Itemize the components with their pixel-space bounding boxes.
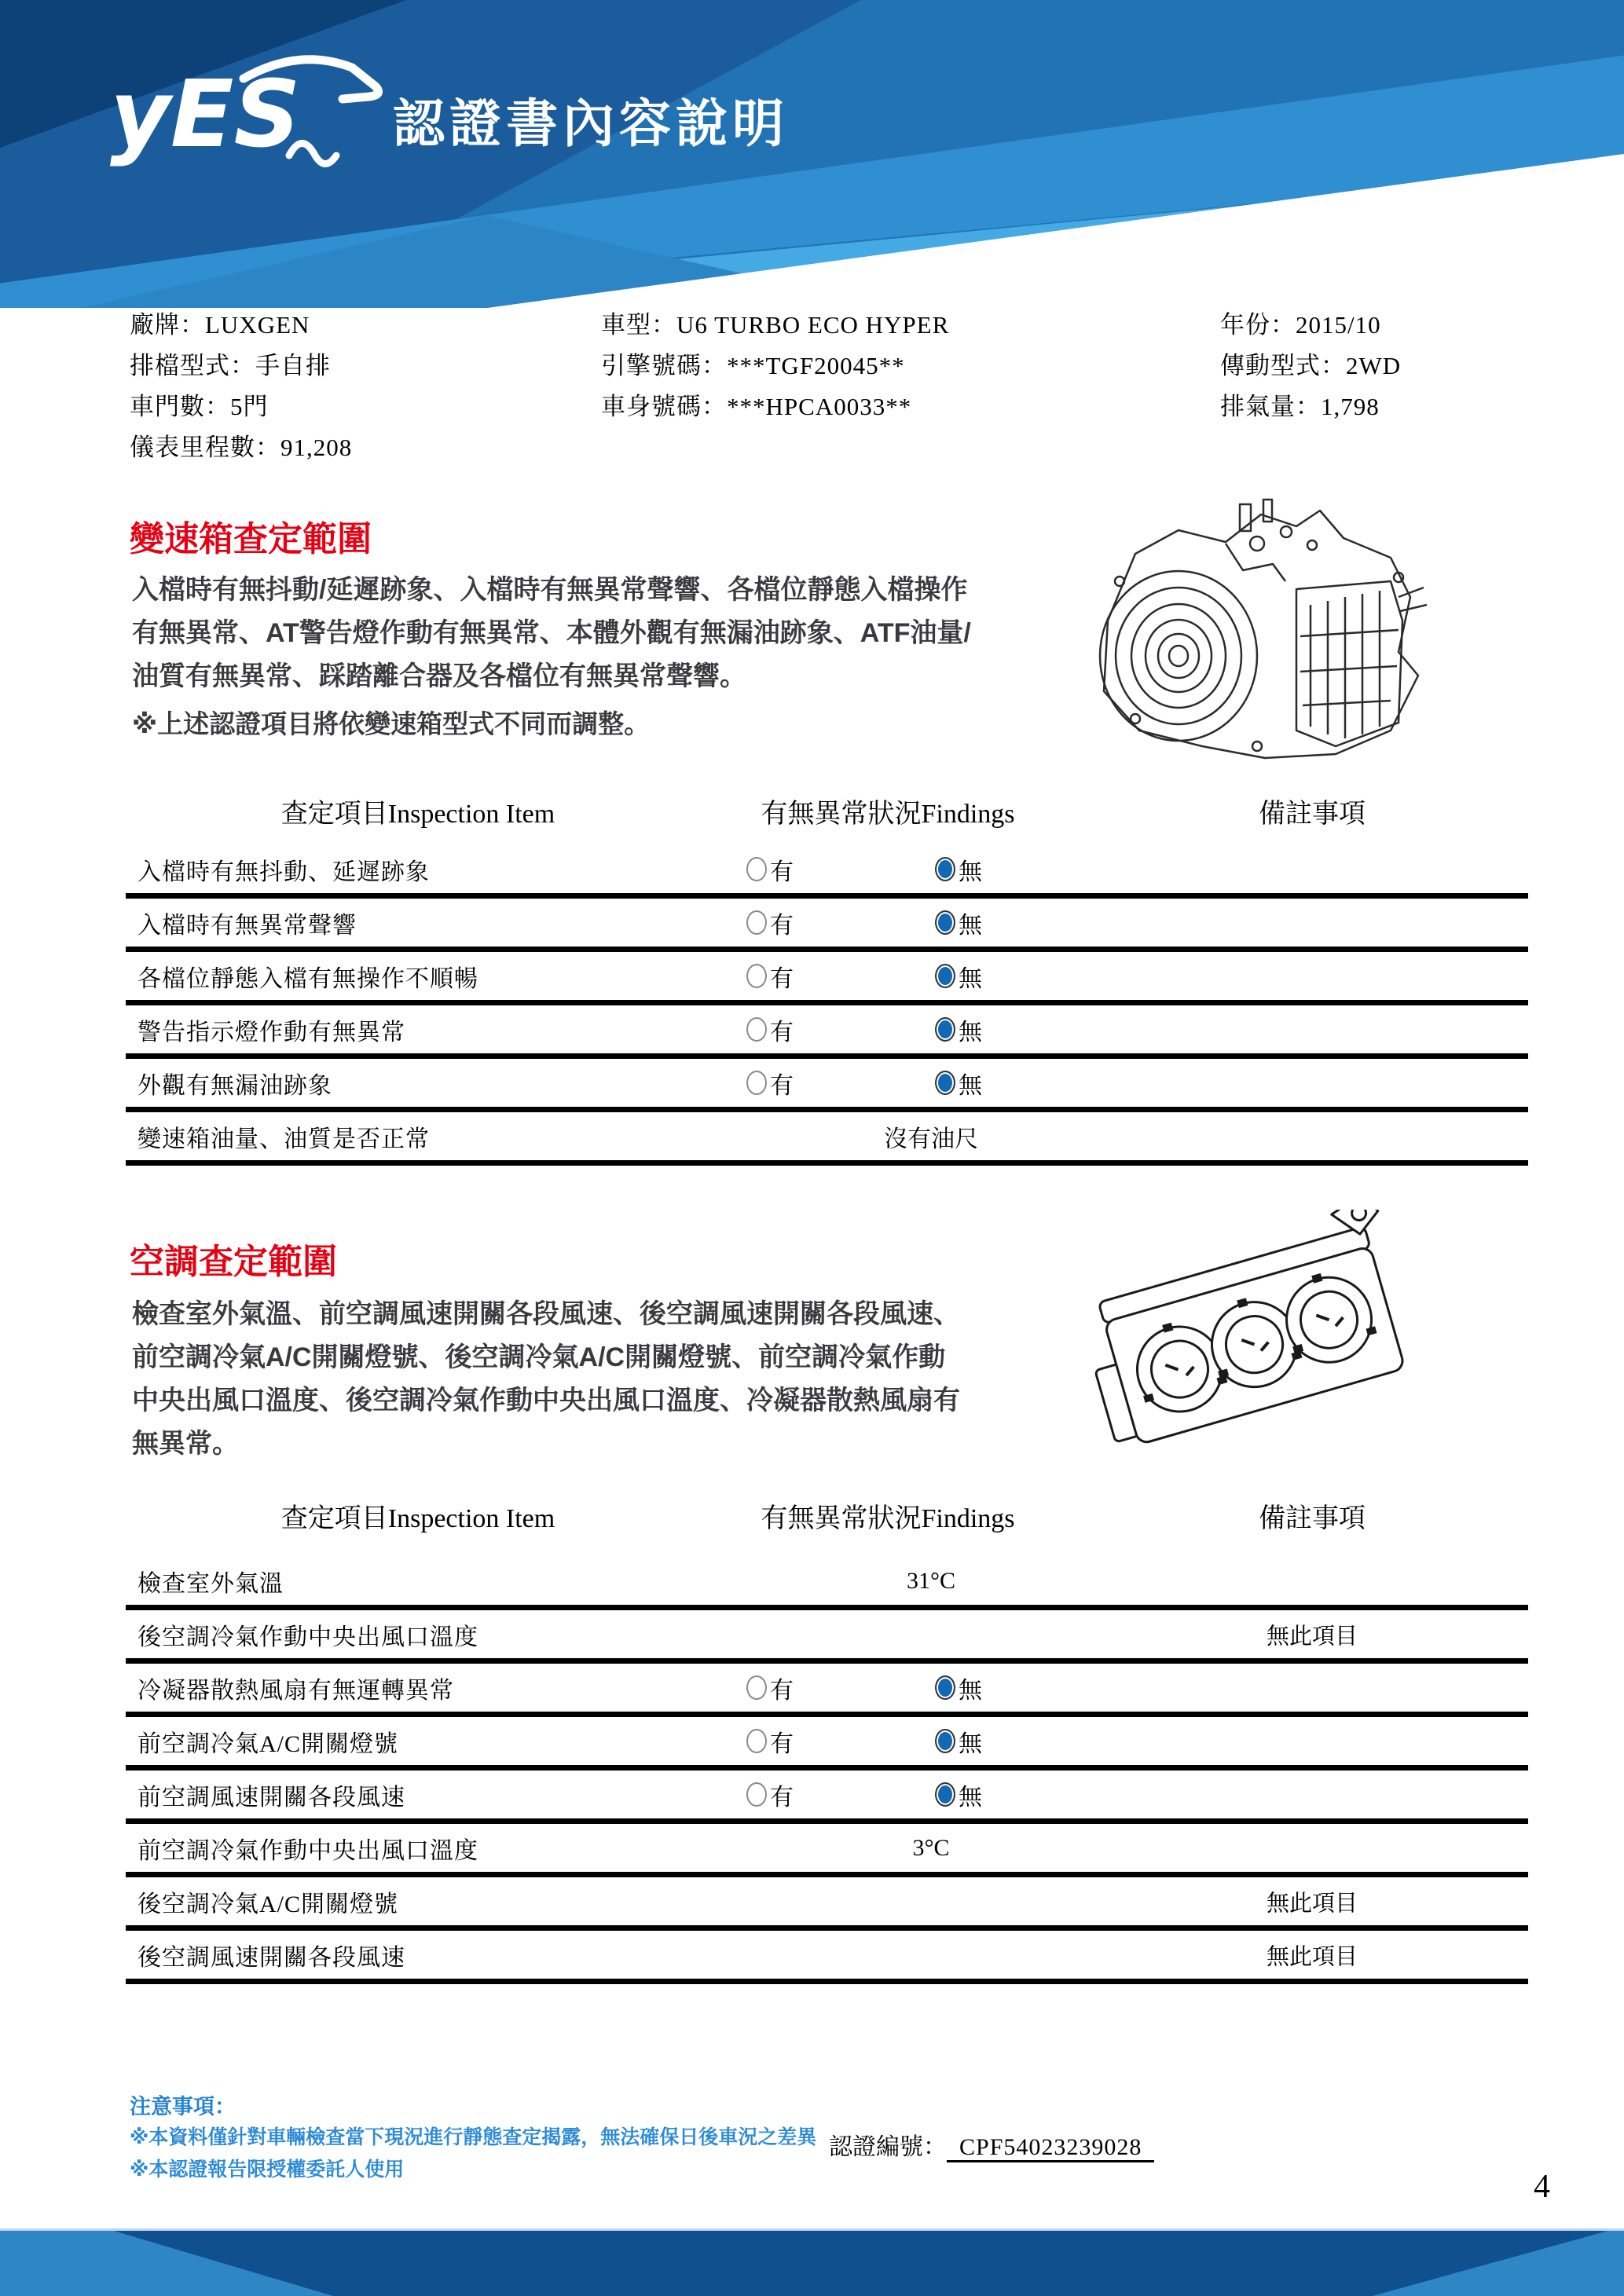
column-header-item: 查定項目Inspection Item (280, 1504, 555, 1533)
radio-has-abnormality[interactable] (746, 1724, 794, 1759)
radio-circle-icon[interactable] (935, 1782, 955, 1807)
vehicle-info-column (1220, 305, 1401, 427)
transmission-drawing (1061, 495, 1430, 766)
inspection-row (126, 1005, 1528, 1059)
radio-label: 無 (959, 912, 982, 939)
radio-has-abnormality[interactable] (746, 1778, 794, 1812)
radio-label: 無 (959, 1784, 982, 1811)
radio-label: 無 (959, 965, 982, 992)
radio-circle-icon[interactable] (746, 857, 767, 881)
inspection-row (126, 1771, 1528, 1824)
remark-value: 無此項目 (1266, 1891, 1358, 1916)
notes-title: 注意事項： (130, 2095, 236, 2118)
vehicle-info-line: 車型：U6 TURBO ECO HYPER (601, 311, 950, 339)
column-header-remarks: 備註事項 (1259, 800, 1366, 829)
radio-has-abnormality[interactable] (746, 1013, 794, 1047)
inspection-item-label: 變速箱油量、油質是否正常 (137, 1126, 430, 1152)
section-title-transmission: 變速箱查定範圍 (130, 520, 372, 558)
description-line: 油質有無異常、踩踏離合器及各檔位有無異常聲響。 (132, 661, 746, 691)
footer-note: ※本認證報告限授權委託人使用 (130, 2159, 405, 2181)
inspection-row (126, 1931, 1528, 1984)
inspection-item-label: 冷凝器散熱風扇有無運轉異常 (137, 1677, 454, 1704)
vehicle-info-line: 年份：2015/10 (1220, 311, 1381, 339)
description-line: 入檔時有無抖動/延遲跡象、入檔時有無異常聲響、各檔位靜態入檔操作 (132, 575, 968, 605)
radio-circle-icon[interactable] (746, 1071, 767, 1095)
section-note: ※上述認證項目將依變速箱型式不同而調整。 (132, 709, 651, 738)
ac-inspection-table (126, 1557, 1528, 1984)
radio-no-abnormality[interactable] (935, 906, 982, 940)
inspection-item-label: 入檔時有無抖動、延遲跡象 (137, 859, 430, 885)
radio-label: 無 (959, 1072, 982, 1099)
radio-circle-icon[interactable] (935, 1675, 955, 1700)
radio-circle-icon[interactable] (746, 1017, 767, 1042)
section-title-ac: 空調查定範圍 (130, 1243, 337, 1281)
vehicle-info-column (601, 305, 949, 427)
page-number: 4 (1534, 2169, 1550, 2205)
inspection-item-label: 警告指示燈作動有無異常 (137, 1019, 405, 1045)
radio-label: 無 (959, 859, 982, 885)
header-banner (0, 0, 1624, 308)
radio-circle-icon[interactable] (746, 964, 767, 988)
inspection-row (126, 1824, 1528, 1877)
radio-has-abnormality[interactable] (746, 852, 794, 887)
remark-value: 無此項目 (1266, 1624, 1358, 1649)
radio-circle-icon[interactable] (746, 1675, 767, 1700)
radio-has-abnormality[interactable] (746, 906, 794, 940)
radio-circle-icon[interactable] (935, 910, 955, 935)
inspection-item-label: 前空調冷氣A/C開關燈號 (137, 1730, 399, 1757)
radio-circle-icon[interactable] (935, 1017, 955, 1042)
vehicle-info-line: 廠牌：LUXGEN (130, 311, 310, 339)
radio-label: 無 (959, 1730, 982, 1757)
inspection-row (126, 899, 1528, 952)
certificate-number-label: 認證編號： (829, 2134, 947, 2160)
finding-value: 3°C (912, 1834, 950, 1861)
radio-no-abnormality[interactable] (935, 1066, 982, 1100)
inspection-item-label: 後空調冷氣作動中央出風口溫度 (137, 1624, 478, 1650)
vehicle-info-line: 排氣量：1,798 (1220, 393, 1380, 420)
radio-no-abnormality[interactable] (935, 1671, 982, 1705)
radio-no-abnormality[interactable] (935, 1013, 982, 1047)
vehicle-info-line: 引擎號碼：***TGF20045** (601, 352, 905, 379)
table-header-row (0, 792, 1624, 831)
radio-label: 無 (959, 1019, 982, 1045)
column-header-remarks: 備註事項 (1259, 1504, 1366, 1533)
radio-label: 有 (770, 859, 794, 885)
vehicle-info-line: 車門數：5門 (130, 393, 269, 420)
radio-label: 有 (770, 1730, 794, 1757)
inspection-item-label: 入檔時有無異常聲響 (137, 912, 357, 939)
radio-no-abnormality[interactable] (935, 1724, 982, 1759)
inspection-item-label: 各檔位靜態入檔有無操作不順暢 (137, 965, 478, 992)
radio-no-abnormality[interactable] (935, 959, 982, 994)
radio-circle-icon[interactable] (746, 1729, 767, 1753)
inspection-row (126, 1877, 1528, 1931)
inspection-row (126, 1557, 1528, 1610)
radio-label: 有 (770, 1784, 794, 1811)
inspection-item-label: 前空調風速開關各段風速 (137, 1784, 405, 1811)
description-line: 無異常。 (132, 1429, 239, 1459)
vehicle-info-column (130, 305, 352, 468)
inspection-row (126, 1112, 1528, 1166)
footer-banner (0, 2228, 1624, 2296)
certificate-number (829, 2127, 1154, 2162)
radio-circle-icon[interactable] (935, 964, 955, 988)
radio-no-abnormality[interactable] (935, 852, 982, 887)
radio-label: 有 (770, 965, 794, 992)
inspection-item-label: 外觀有無漏油跡象 (137, 1072, 332, 1099)
radio-has-abnormality[interactable] (746, 959, 794, 994)
yes-car-logo-icon (110, 46, 393, 183)
vehicle-info-line: 傳動型式：2WD (1220, 352, 1402, 379)
section-description (132, 569, 971, 698)
radio-circle-icon[interactable] (935, 857, 955, 881)
inspection-item-label: 後空調風速開關各段風速 (137, 1944, 405, 1971)
inspection-row (126, 1610, 1528, 1664)
column-header-item: 查定項目Inspection Item (280, 800, 555, 829)
radio-no-abnormality[interactable] (935, 1778, 982, 1812)
finding-value: 沒有油尺 (884, 1126, 978, 1152)
radio-label: 無 (959, 1677, 982, 1704)
radio-label: 有 (770, 912, 794, 939)
vehicle-info-line: 排檔型式：手自排 (130, 352, 331, 379)
inspection-row (126, 952, 1528, 1005)
radio-circle-icon[interactable] (935, 1071, 955, 1095)
radio-has-abnormality[interactable] (746, 1671, 794, 1705)
vehicle-info-line: 儀表里程數：91,208 (130, 434, 353, 461)
remark-value: 無此項目 (1266, 1944, 1358, 1969)
inspection-row (126, 1717, 1528, 1771)
inspection-item-label: 檢查室外氣溫 (137, 1570, 284, 1597)
transmission-inspection-table (126, 845, 1528, 1166)
column-header-findings: 有無異常狀況Findings (761, 800, 1015, 829)
inspection-row (126, 1664, 1528, 1717)
page-title: 認證書內容說明 (393, 94, 789, 152)
certificate-number-value: CPF54023239028 (947, 2134, 1154, 2162)
radio-has-abnormality[interactable] (746, 1066, 794, 1100)
inspection-item-label: 後空調冷氣A/C開關燈號 (137, 1891, 399, 1917)
column-header-findings: 有無異常狀況Findings (761, 1504, 1015, 1533)
description-line: 檢查室外氣溫、前空調風速開關各段風速、後空調風速開關各段風速、 (132, 1299, 960, 1329)
radio-label: 有 (770, 1019, 794, 1045)
inspection-row (126, 1059, 1528, 1112)
radio-label: 有 (770, 1677, 794, 1704)
inspection-item-label: 前空調冷氣作動中央出風口溫度 (137, 1837, 478, 1864)
radio-circle-icon[interactable] (746, 910, 767, 935)
radio-circle-icon[interactable] (935, 1729, 955, 1753)
ac-control-panel-drawing (1084, 1210, 1422, 1481)
table-header-row (0, 1496, 1624, 1536)
logo-text: yES (110, 60, 301, 168)
footer-note: ※本資料僅針對車輛檢查當下現況進行靜態查定揭露，無法確保日後車況之差異 (130, 2126, 817, 2148)
description-line: 有無異常、AT警告燈作動有無異常、本體外觀有無漏油跡象、ATF油量/ (132, 618, 971, 648)
radio-circle-icon[interactable] (746, 1782, 767, 1807)
vehicle-info-line: 車身號碼：***HPCA0033** (601, 393, 912, 420)
description-line: 中央出風口溫度、後空調冷氣作動中央出風口溫度、冷凝器散熱風扇有 (132, 1386, 960, 1415)
section-description (132, 1293, 960, 1466)
finding-value: 31°C (906, 1567, 956, 1594)
radio-label: 有 (770, 1072, 794, 1099)
inspection-row (126, 845, 1528, 899)
description-line: 前空調冷氣A/C開關燈號、後空調冷氣A/C開關燈號、前空調冷氣作動 (132, 1342, 946, 1372)
